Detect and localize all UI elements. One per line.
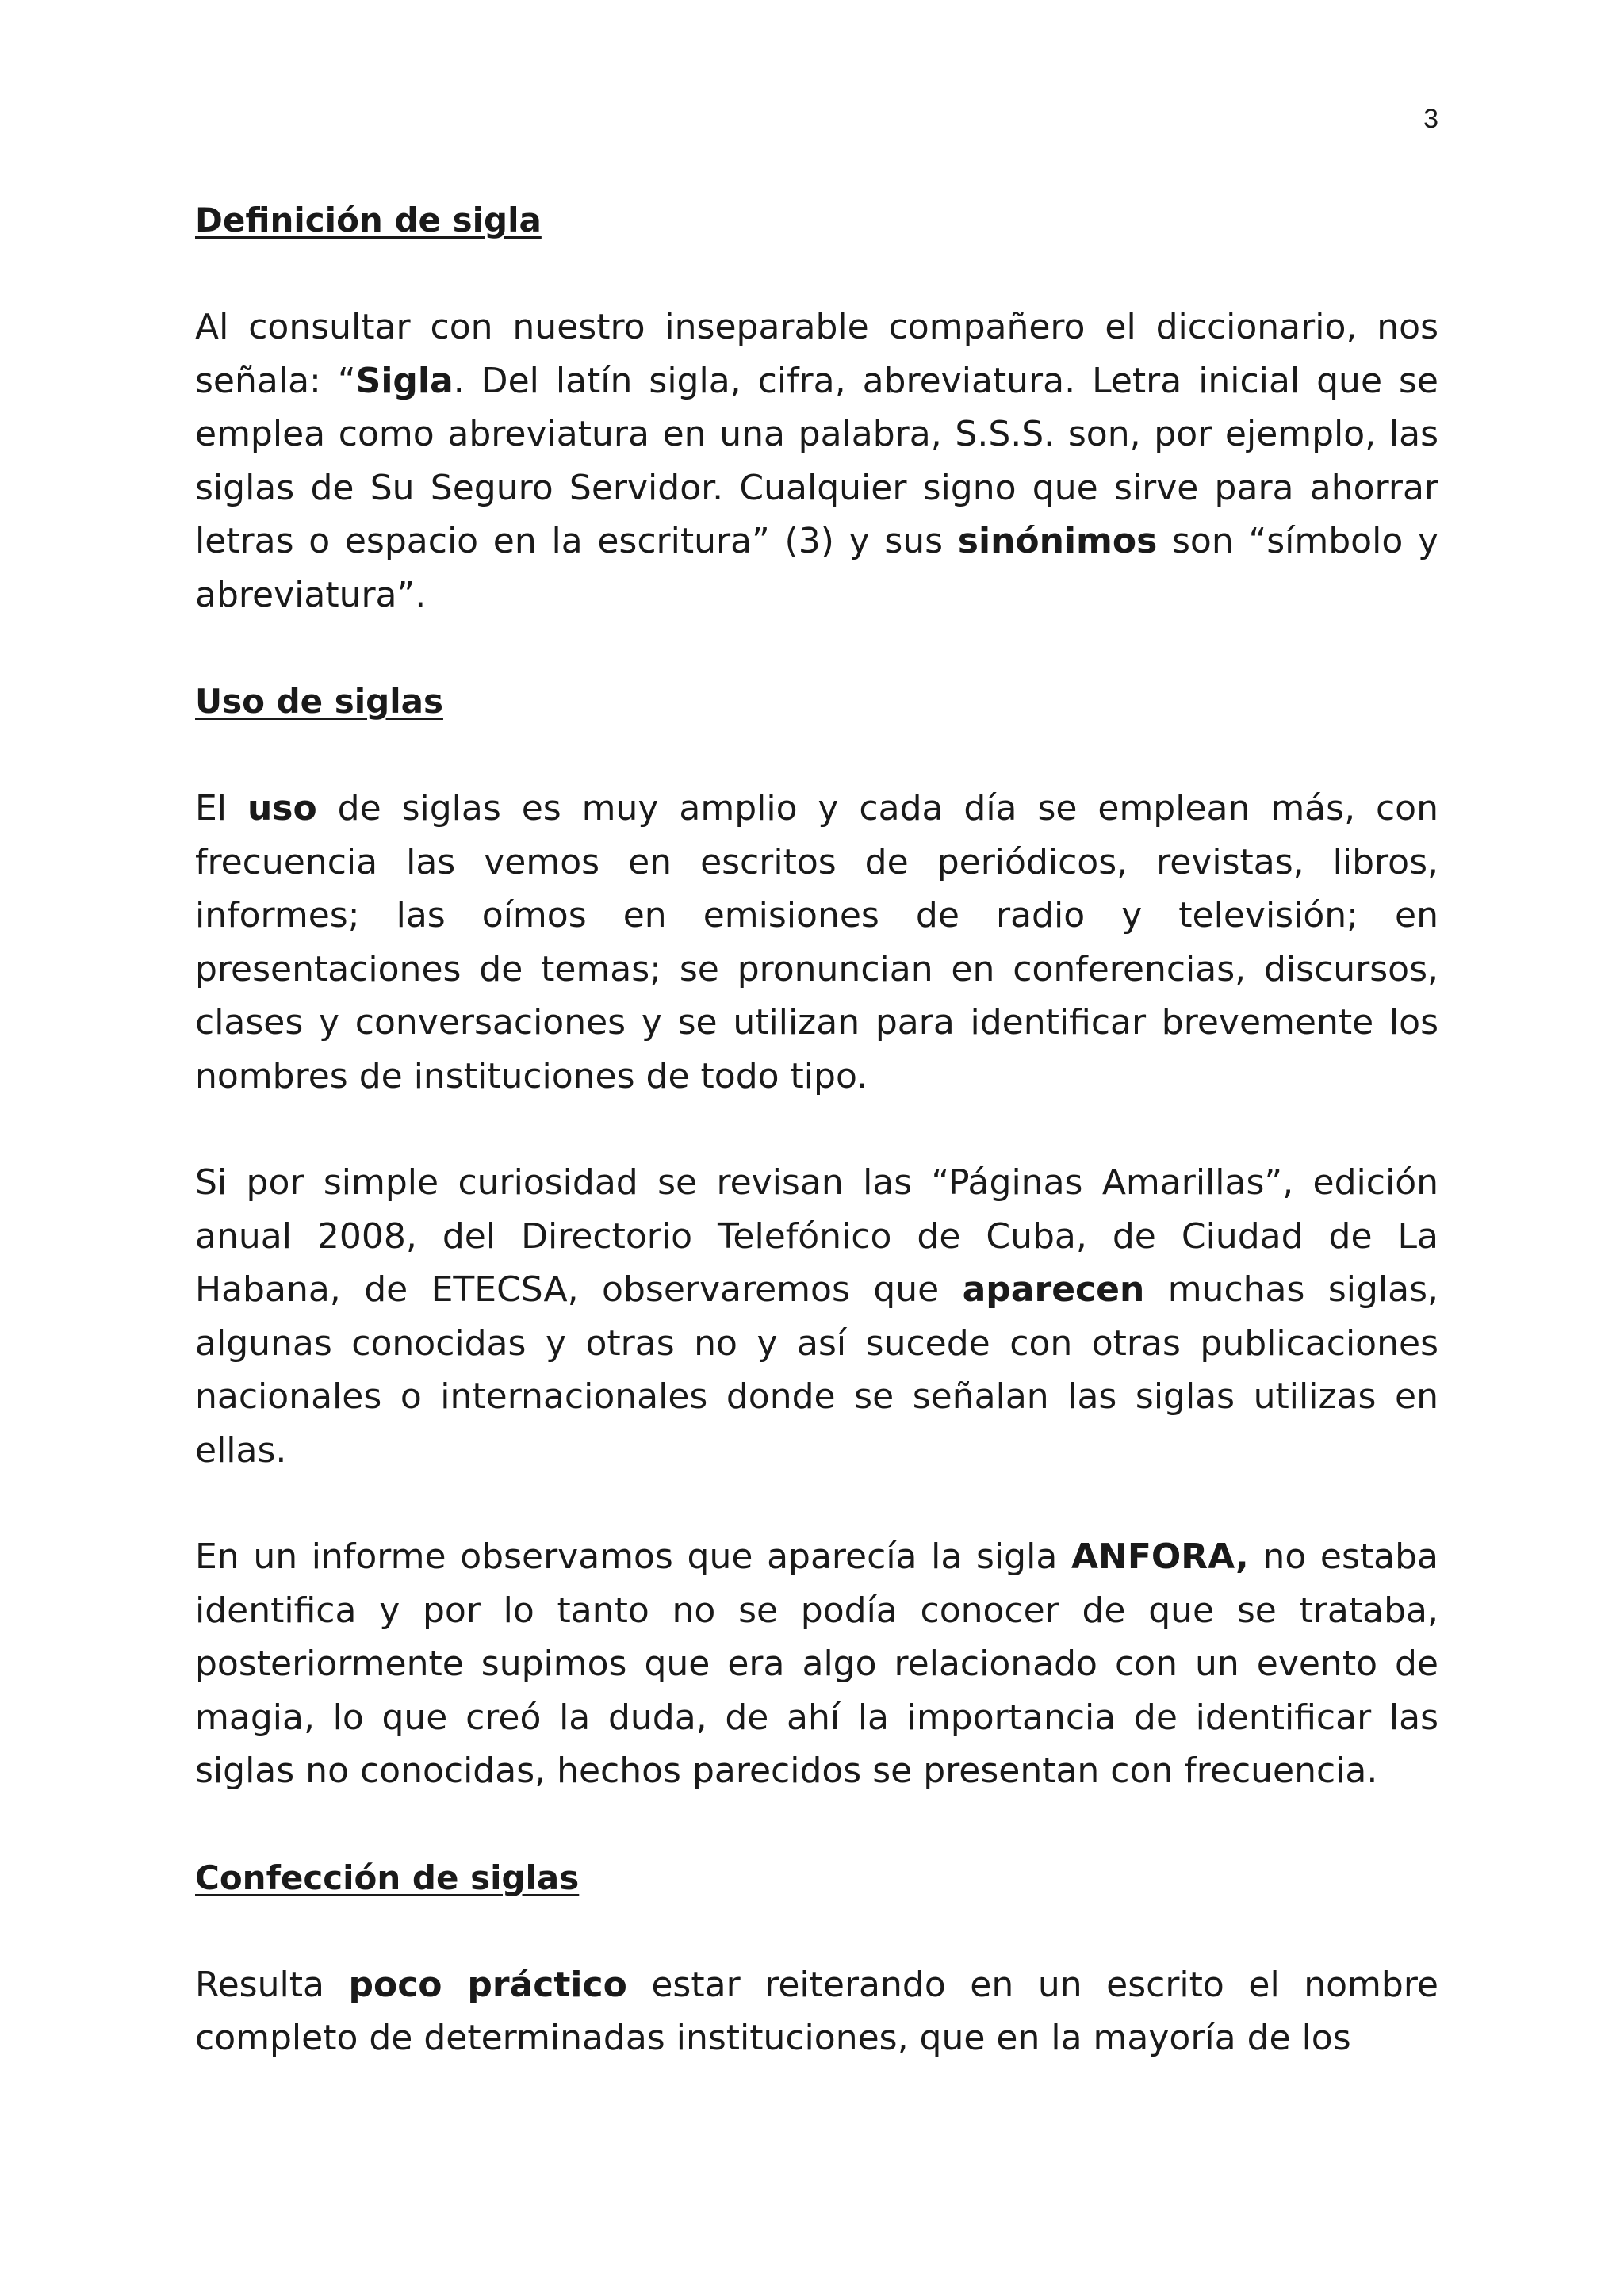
text-run: de siglas es muy amplio y cada día se emplean más, con frecuencia las vemos en escritos de periódicos, revistas, libros, informes; las oímos en emisiones de radio y televisión; en presentaciones de temas; se pronuncian en conferencias, discursos, clases y conversaciones y se utilizan para identificar brevemente los nombres de instituciones de todo tipo.	[195, 788, 1438, 1096]
bold-text: ANFORA,	[1071, 1536, 1249, 1577]
section-heading: Definición de sigla	[195, 201, 542, 239]
text-run: Si por simple curiosidad se revisan las “Páginas Amarillas”, edición anual 2008, del Directorio Telefónico de Cuba, de Ciudad de La Habana, de ETECSA, observaremos que	[195, 1162, 1438, 1310]
text-run: . Del latín sigla, cifra, abreviatura. Letra inicial que se emplea como abreviatura en una palabra, S.S.S. son, por ejemplo, las siglas de Su Seguro Servidor. Cualquier signo que sirve para ahorrar letras o espacio en la escritura” (3) y sus	[195, 360, 1439, 561]
paragraph	[195, 1530, 1438, 1798]
text-run: muchas siglas, algunas conocidas y otras no y así sucede con otras publicaciones nacionales o internacionales donde se señalan las siglas utilizas en ellas.	[195, 1269, 1438, 1471]
page-number: 3	[1423, 104, 1438, 134]
bold-text: sinónimos	[957, 521, 1158, 561]
paragraph	[195, 300, 1438, 622]
section-heading: Confección de siglas	[195, 1858, 580, 1897]
bold-text: uso	[247, 788, 317, 828]
bold-text: Sigla	[355, 360, 454, 401]
text-run: El	[195, 788, 247, 828]
paragraph	[195, 782, 1438, 1103]
section-heading: Uso de siglas	[195, 682, 443, 721]
paragraph	[195, 1156, 1438, 1477]
text-run: son “símbolo y abreviatura”.	[195, 521, 1438, 615]
bold-text: aparecen	[962, 1269, 1145, 1310]
text-run: Resulta	[195, 1964, 349, 2005]
text-run: Al consultar con nuestro inseparable compañero el diccionario, nos señala: “	[195, 307, 1438, 401]
paragraph	[195, 1958, 1438, 2065]
document-body	[195, 193, 1438, 2065]
bold-text: poco práctico	[348, 1964, 627, 2005]
text-run: estar reiterando en un escrito el nombre completo de determinadas instituciones, que en la mayoría de los	[195, 1964, 1439, 2058]
text-run: En un informe observamos que aparecía la sigla	[195, 1536, 1071, 1577]
text-run: no estaba identifica y por lo tanto no se podía conocer de que se trataba, posteriormente supimos que era algo relacionado con un evento de magia, lo que creó la duda, de ahí la importancia de identificar las siglas no conocidas, hechos parecidos se presentan con frecuencia.	[195, 1536, 1438, 1791]
